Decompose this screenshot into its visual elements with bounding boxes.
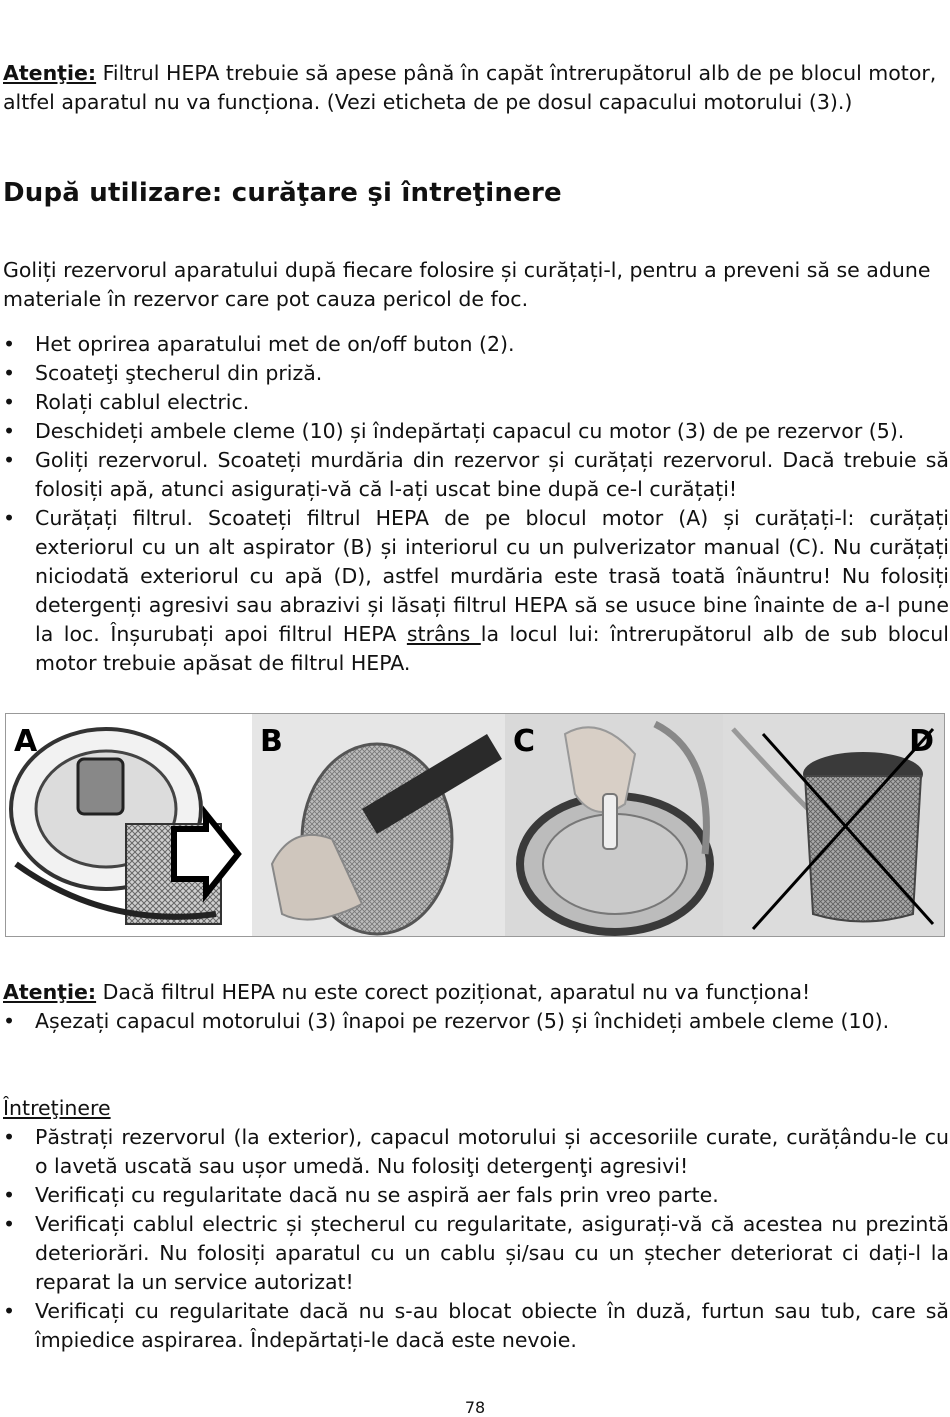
bullet-icon: • xyxy=(3,506,16,530)
list-item-filter: • Curățați filtrul. Scoateți filtrul HEPA de pe blocul motor (A) și curățați-l: curățați exteriorul cu un alt aspirator (B) și interiorul cu un pulverizator manual (C). Nu curățați niciodată exteriorul cu apă (D), astfel murdăria este trasă toată înăuntru! Nu folosiți detergenți agresivi sau abrazivi și lăsați filtrul HEPA să se usuce bine înainte de a-l pune la loc. Înșurubați apoi filtrul HEPA strâns la locul lui: întrerupătorul alb de sub blocul motor trebuie apăsat de filtrul HEPA. xyxy=(3,506,949,675)
panel-letter: B xyxy=(260,724,283,759)
bullet-icon: • xyxy=(3,1212,16,1236)
intro-paragraph: Goliți rezervorul aparatului după fiecare folosire și curățați-l, pentru a preveni să se adune materiale în rezervor care pot cauza pericol de foc. xyxy=(3,258,931,311)
bullet-icon: • xyxy=(3,1125,16,1149)
bullet-icon: • xyxy=(3,1183,16,1207)
list-item: • Rolați cablul electric. xyxy=(0,388,949,417)
list-item: • Așezați capacul motorului (3) înapoi pe rezervor (5) și închideți ambele cleme (10). xyxy=(0,1007,949,1036)
figure-panel-a xyxy=(6,714,252,936)
bullet-icon: • xyxy=(3,1299,16,1323)
spray-cleaning-illustration xyxy=(505,714,723,936)
reassemble-list xyxy=(0,1007,949,1036)
panel-letter: D xyxy=(909,724,934,759)
section-heading: După utilizare: curăţare şi întreţinere xyxy=(3,178,562,208)
panel-letter: C xyxy=(513,724,536,759)
maintenance-heading: Întreţinere xyxy=(3,1096,111,1120)
figure-panel-c xyxy=(505,714,723,936)
attention-note xyxy=(3,59,949,117)
panel-letter: A xyxy=(14,724,38,759)
figure-panel-b xyxy=(252,714,505,936)
attention-text: Filtrul HEPA trebuie să apese până în capăt întrerupătorul alb de pe blocul motor, altfel aparatul nu va funcționa. (Vezi eticheta de pe dosul capacului motorului (3).) xyxy=(3,61,937,114)
list-item: • Verificați cu regularitate dacă nu s-au blocat obiecte în duză, furtun sau tub, care să împiedice aspirarea. Îndepărtați-le dacă este nevoie. xyxy=(3,1299,949,1352)
bullet-icon: • xyxy=(3,390,16,414)
list-item: • Goliți rezervorul. Scoateți murdăria din rezervor și curățați rezervorul. Dacă trebuie să folosiți apă, atunci asigurați-vă că l-ați uscat bine după ce-l curățați! xyxy=(3,448,949,501)
bullet-icon: • xyxy=(3,419,16,443)
filter-on-motor-illustration xyxy=(6,714,252,936)
list-item: • Deschideți ambele cleme (10) și îndepărtați capacul cu motor (3) de pe rezervor (5). xyxy=(0,417,949,446)
list-item: • Verificați cablul electric și ștecherul cu regularitate, asigurați-vă că acestea nu prezintă deteriorări. Nu folosiți aparatul cu un cablu și/sau cu un ștecher deteriorat ci dați-l la reparat la un service autorizat! xyxy=(3,1212,949,1294)
list-item: • Het oprirea aparatului met de on/off buton (2). xyxy=(0,330,949,359)
filter-cleaning-figure xyxy=(5,713,945,937)
figure-panel-d xyxy=(723,714,944,936)
underlined-word: strâns xyxy=(406,622,481,646)
vacuum-cleaning-illustration xyxy=(252,714,505,936)
maintenance-list xyxy=(0,1123,949,1355)
bullet-icon: • xyxy=(3,448,16,472)
attention-text: Dacă filtrul HEPA nu este corect poziționat, aparatul nu va funcționa! xyxy=(96,980,811,1004)
list-item: • Verificați cu regularitate dacă nu se aspiră aer fals prin vreo parte. xyxy=(0,1181,949,1210)
list-item: • Păstrați rezervorul (la exterior), capacul motorului și accesoriile curate, curățându-le cu o lavetă uscată sau ușor umedă. Nu folosiţi detergenţi agresivi! xyxy=(3,1125,949,1178)
steps-list xyxy=(0,330,949,678)
page-number: 78 xyxy=(464,1398,486,1417)
bullet-icon: • xyxy=(3,1009,16,1033)
list-item: • Scoateţi ştecherul din priză. xyxy=(0,359,949,388)
bullet-icon: • xyxy=(3,361,16,385)
attention-label: Atenţie: xyxy=(3,61,97,85)
attention-note-2 xyxy=(3,978,949,1007)
bullet-icon: • xyxy=(3,332,16,356)
attention-label: Atenţie: xyxy=(3,980,97,1004)
